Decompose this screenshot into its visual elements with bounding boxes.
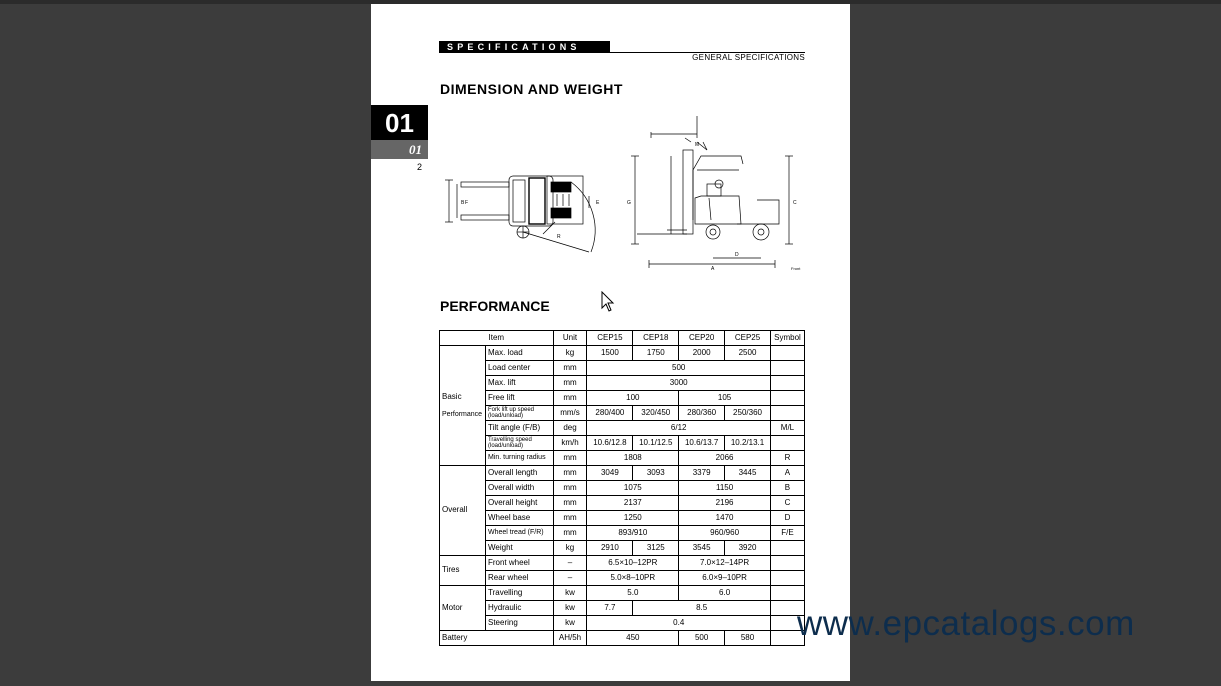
- cell-unit: kw: [553, 616, 587, 631]
- svg-text:F: F: [465, 200, 469, 206]
- cell-value: 10.1/12.5: [633, 436, 679, 451]
- cell-item: Max. lift: [485, 376, 553, 391]
- table-row: [440, 421, 805, 436]
- cell-value: 7.0×12–14PR: [679, 556, 771, 571]
- table-row: [440, 556, 805, 571]
- table-row: [440, 406, 805, 421]
- cell-value: 3049: [587, 466, 633, 481]
- cell-symbol: C: [770, 496, 804, 511]
- cell-item: Free lift: [485, 391, 553, 406]
- col-header-cep15: CEP15: [587, 331, 633, 346]
- cell-value: 6.0×9–10PR: [679, 571, 771, 586]
- cell-unit: mm: [553, 451, 587, 466]
- table-row: [440, 361, 805, 376]
- cell-unit: –: [553, 571, 587, 586]
- cell-unit: AH/5h: [553, 631, 587, 646]
- cell-symbol: [770, 541, 804, 556]
- table-row: [440, 481, 805, 496]
- cell-symbol: [770, 571, 804, 586]
- cell-value: 500: [587, 361, 771, 376]
- cell-value: 3093: [633, 466, 679, 481]
- cell-unit: mm: [553, 526, 587, 541]
- cell-item: Tilt angle (F/B): [485, 421, 553, 436]
- cell-unit: mm/s: [553, 406, 587, 421]
- svg-text:C: C: [793, 200, 797, 206]
- cell-value: 0.4: [587, 616, 771, 631]
- cell-value: 7.7: [587, 601, 633, 616]
- performance-title: PERFORMANCE: [440, 298, 550, 314]
- cell-value: 3545: [679, 541, 725, 556]
- cell-value: 5.0: [587, 586, 679, 601]
- cell-symbol: [770, 586, 804, 601]
- svg-text:M: M: [695, 142, 700, 148]
- cell-item: Wheel base: [485, 511, 553, 526]
- cell-symbol: [770, 361, 804, 376]
- cell-item: Steering: [485, 616, 553, 631]
- svg-text:A: A: [711, 266, 715, 272]
- svg-text:R: R: [557, 234, 561, 240]
- cell-item: Wheel tread (F/R): [485, 526, 553, 541]
- table-row: [440, 586, 805, 601]
- cell-item: Max. load: [485, 346, 553, 361]
- cell-item: Load center: [485, 361, 553, 376]
- cell-value: 500: [679, 631, 725, 646]
- table-row: [440, 526, 805, 541]
- cell-value: 250/360: [725, 406, 771, 421]
- table-row: [440, 436, 805, 451]
- cell-unit: mm: [553, 511, 587, 526]
- page-number: 2: [417, 162, 423, 172]
- table-row: [440, 541, 805, 556]
- col-header-cep18: CEP18: [633, 331, 679, 346]
- table-row: [440, 511, 805, 526]
- cell-value: 3379: [679, 466, 725, 481]
- group-basic-performance: [440, 346, 486, 466]
- cell-value: 10.6/12.8: [587, 436, 633, 451]
- cell-symbol: [770, 556, 804, 571]
- cell-unit: mm: [553, 361, 587, 376]
- group-overall: Overall: [440, 466, 486, 556]
- group-label: Basic: [442, 391, 462, 401]
- cell-symbol: [770, 406, 804, 421]
- dimension-title: DIMENSION AND WEIGHT: [440, 81, 623, 97]
- table-row: [440, 571, 805, 586]
- cell-value: 5.0×8–10PR: [587, 571, 679, 586]
- cell-value: 960/960: [679, 526, 771, 541]
- cell-value: 2137: [587, 496, 679, 511]
- cell-value: 2000: [679, 346, 725, 361]
- cell-symbol: M/L: [770, 421, 804, 436]
- cell-value: 3125: [633, 541, 679, 556]
- svg-text:Front: Front: [791, 266, 801, 271]
- cell-unit: km/h: [553, 436, 587, 451]
- cell-unit: mm: [553, 376, 587, 391]
- table-row: [440, 451, 805, 466]
- cell-item: Travelling: [485, 586, 553, 601]
- chapter-number: 01: [371, 105, 428, 140]
- svg-text:B: B: [461, 200, 465, 206]
- cell-symbol: F/E: [770, 526, 804, 541]
- cell-symbol: B: [770, 481, 804, 496]
- cell-value: 1250: [587, 511, 679, 526]
- cell-item: Front wheel: [485, 556, 553, 571]
- cell-value: 1808: [587, 451, 679, 466]
- side-view-drawing: [627, 116, 801, 272]
- svg-text:D: D: [735, 252, 739, 258]
- cell-unit: mm: [553, 496, 587, 511]
- cell-value: 2910: [587, 541, 633, 556]
- cell-item: Rear wheel: [485, 571, 553, 586]
- performance-table: [439, 330, 805, 646]
- table-row: [440, 391, 805, 406]
- cell-unit: mm: [553, 391, 587, 406]
- cell-value: 8.5: [633, 601, 771, 616]
- cell-value: 6.5×10–12PR: [587, 556, 679, 571]
- cell-value: 6/12: [587, 421, 771, 436]
- table-row: [440, 601, 805, 616]
- svg-text:G: G: [627, 200, 631, 206]
- table-row: [440, 466, 805, 481]
- cell-value: 1470: [679, 511, 771, 526]
- group-battery: Battery: [440, 631, 554, 646]
- cell-value: 100: [587, 391, 679, 406]
- cell-unit: kw: [553, 601, 587, 616]
- forklift-dimension-drawing: [439, 112, 809, 274]
- group-tires: Tires: [440, 556, 486, 586]
- cell-item: Hydraulic: [485, 601, 553, 616]
- cell-symbol: [770, 376, 804, 391]
- mouse-cursor-icon: [601, 291, 615, 313]
- cell-value: 2500: [725, 346, 771, 361]
- cell-unit: kg: [553, 541, 587, 556]
- col-header-cep25: CEP25: [725, 331, 771, 346]
- cell-item: Min. turning radius: [485, 451, 553, 466]
- cell-item: Travelling speed (load/unload): [485, 436, 553, 451]
- table-row: [440, 346, 805, 361]
- cell-value: 105: [679, 391, 771, 406]
- cell-value: 2196: [679, 496, 771, 511]
- cell-unit: mm: [553, 466, 587, 481]
- cell-value: 3920: [725, 541, 771, 556]
- chapter-subnumber: 01: [371, 140, 428, 159]
- cell-value: 1150: [679, 481, 771, 496]
- cell-value: 2066: [679, 451, 771, 466]
- watermark: www.epcatalogs.com: [797, 604, 1135, 643]
- cell-unit: kg: [553, 346, 587, 361]
- col-header-item: Item: [440, 331, 554, 346]
- table-row: [440, 631, 805, 646]
- cell-item: Fork lift up speed (load/unload): [485, 406, 553, 421]
- cell-symbol: D: [770, 511, 804, 526]
- section-tag: SPECIFICATIONS: [439, 41, 610, 53]
- cell-symbol: R: [770, 451, 804, 466]
- cell-value: 6.0: [679, 586, 771, 601]
- cell-item: Overall length: [485, 466, 553, 481]
- table-row: [440, 376, 805, 391]
- table-header-row: [440, 331, 805, 346]
- cell-value: 450: [587, 631, 679, 646]
- cell-value: 1750: [633, 346, 679, 361]
- table-row: [440, 616, 805, 631]
- col-header-cep20: CEP20: [679, 331, 725, 346]
- cell-unit: kw: [553, 586, 587, 601]
- top-view-drawing: [445, 176, 600, 252]
- cell-unit: –: [553, 556, 587, 571]
- page-subtitle: GENERAL SPECIFICATIONS: [692, 53, 805, 62]
- cell-value: 3000: [587, 376, 771, 391]
- cell-value: 280/360: [679, 406, 725, 421]
- cell-symbol: [770, 346, 804, 361]
- group-label: Performance: [442, 410, 483, 418]
- cell-value: 1500: [587, 346, 633, 361]
- table-row: [440, 496, 805, 511]
- cell-value: 580: [725, 631, 771, 646]
- svg-text:E: E: [596, 200, 600, 206]
- cell-value: 893/910: [587, 526, 679, 541]
- cell-symbol: A: [770, 466, 804, 481]
- document-page[interactable]: [371, 4, 850, 681]
- group-motor: Motor: [440, 586, 486, 631]
- cell-unit: mm: [553, 481, 587, 496]
- col-header-symbol: Symbol: [770, 331, 804, 346]
- cell-unit: deg: [553, 421, 587, 436]
- cell-item: Weight: [485, 541, 553, 556]
- cell-value: 320/450: [633, 406, 679, 421]
- cell-symbol: [770, 436, 804, 451]
- cell-item: Overall height: [485, 496, 553, 511]
- cell-value: 1075: [587, 481, 679, 496]
- cell-value: 10.2/13.1: [725, 436, 771, 451]
- cell-symbol: [770, 391, 804, 406]
- cell-value: 10.6/13.7: [679, 436, 725, 451]
- cell-value: 3445: [725, 466, 771, 481]
- cell-value: 280/400: [587, 406, 633, 421]
- col-header-unit: Unit: [553, 331, 587, 346]
- cell-item: Overall width: [485, 481, 553, 496]
